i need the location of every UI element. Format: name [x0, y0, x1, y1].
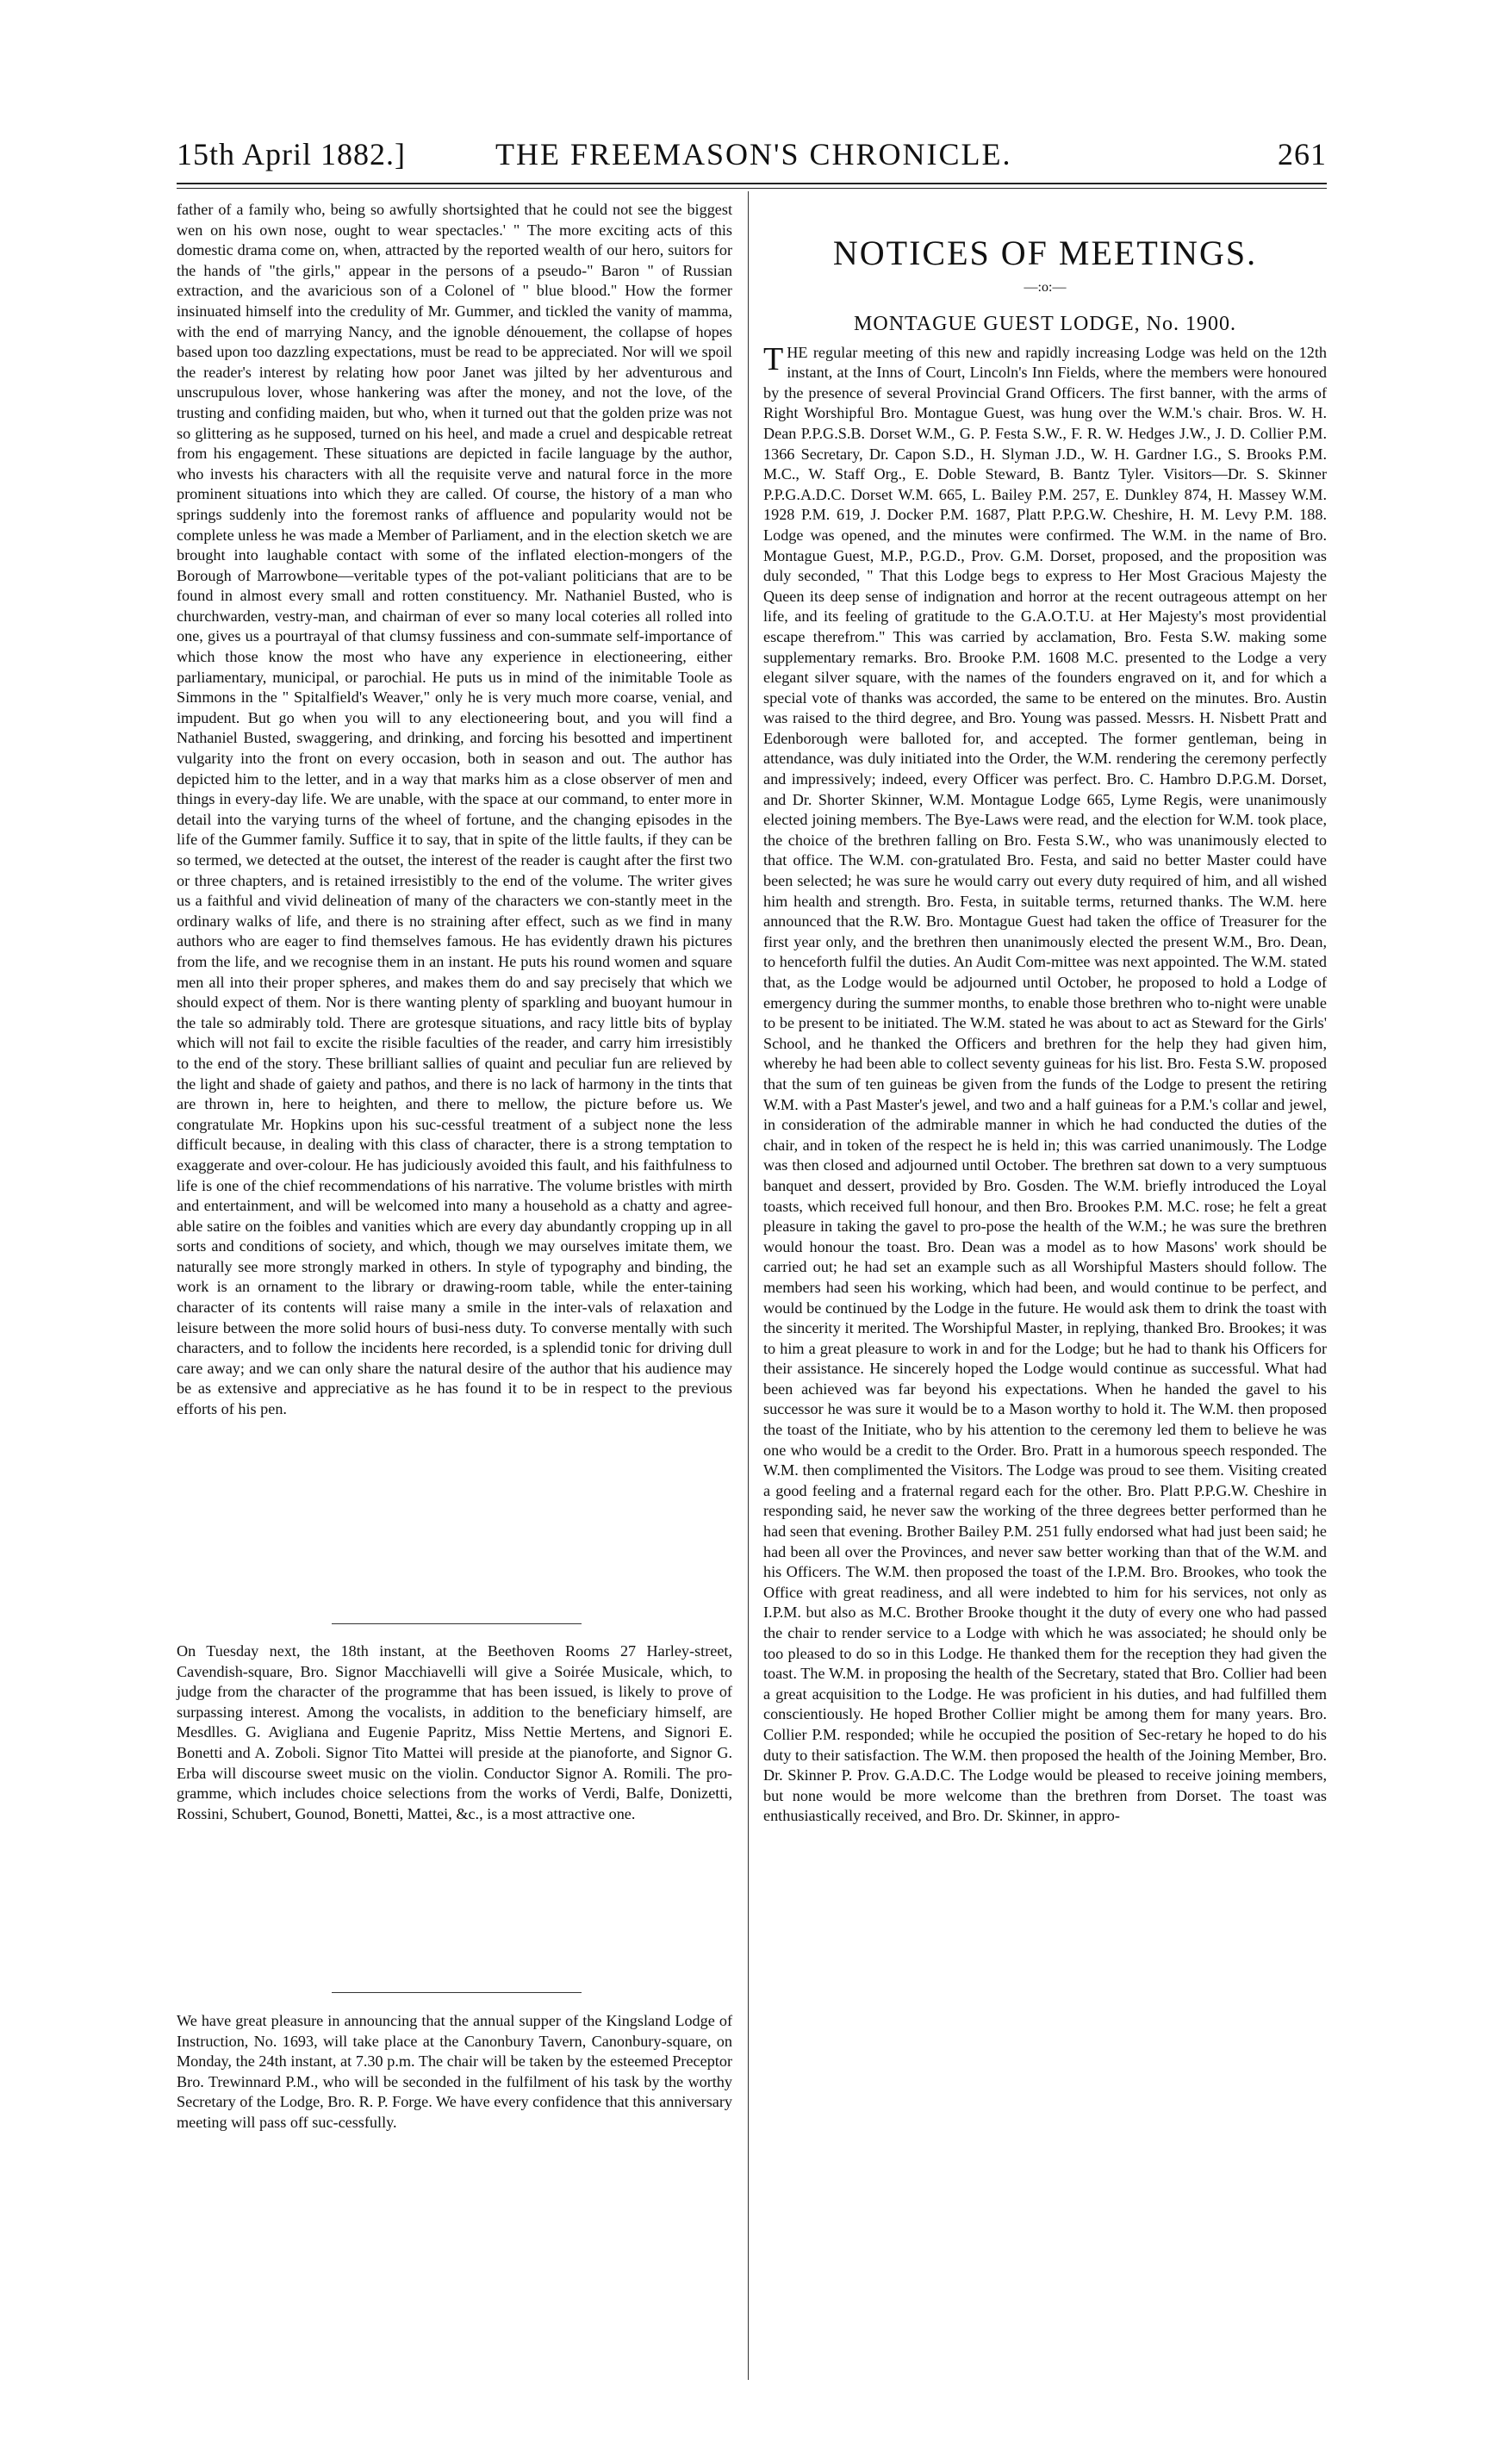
header-date: 15th April 1882.] [177, 137, 406, 171]
section-separator [332, 1992, 582, 1993]
header-title: THE FREEMASON'S CHRONICLE. [495, 137, 1012, 171]
supper-notice-text: We have great pleasure in announcing that the annual supper of the Kingsland Lodge of Instruction, No. 1693, will take place at the Canonbury Tavern, Canonbury-square, on Monday, the 24th instant, at 7.30 p.m. The chair will be taken by the esteemed Preceptor Bro. Trewinnard P.M., who will be seconded in the fulfilment of his task by the worthy Secretary of the Lodge, Bro. R. P. Forge. We have every confidence that this anniversary meeting will pass off suc-cessfully. [177, 2012, 732, 2131]
header-rule [177, 183, 1327, 184]
section-separator [332, 1623, 582, 1624]
supper-notice [177, 2011, 732, 2133]
lodge-report-text: HE regular meeting of this new and rapidly increasing Lodge was held on the 12th instant, at the Inns of Court, Lincoln's Inn Fields, where the members were honoured by the presence of several Provincial Grand Officers. The first banner, with the arms of Right Worshipful Bro. Montague Guest, was hung over the W.M.'s chair. Bros. W. H. Dean P.P.G.S.B. Dorset W.M., G. P. Festa S.W., F. R. W. Hedges J.W., J. D. Collier P.M. 1366 Secretary, Dr. Capon S.D., H. Slyman J.D., W. H. Gardner I.G., S. Brooks P.M. M.C., W. Staff Org., E. Doble Steward, B. Bantz Tyler. Visitors—Dr. S. Skinner P.P.G.A.D.C. Dorset W.M. 665, L. Bailey P.M. 257, E. Dunkley 874, H. Massey W.M. 1928 P.M. 619, J. Docker P.M. 1687, Platt P.P.G.W. Cheshire, H. M. Levy P.M. 188. Lodge was opened, and the minutes were confirmed. The W.M. in the name of Bro. Montague Guest, M.P., P.G.D., Prov. G.M. Dorset, proposed, and the proposition was duly seconded, " That this Lodge begs to express to Her Most Gracious Majesty the Queen its deep sense of indignation and horror at the recent outrageous attempt on her life, and its feeling of gratitude to the G.A.O.T.U. at Her Majesty's most providential escape therefrom." This was carried by acclamation, Bro. Festa S.W. making some supplementary remarks. Bro. Brooke P.M. 1608 M.C. presented to the Lodge a very elegant silver square, with the names of the founders engraved on it, and for which a special vote of thanks was accorded, the same to be entered on the minutes. Bro. Austin was raised to the third degree, and Bro. Young was passed. Messrs. H. Nisbett Pratt and Edenborough were balloted for, and accepted. The former gentleman, being in attendance, was duly initiated into the Order, the W.M. rendering the ceremony perfectly and impressively; indeed, every Officer was perfect. Bro. C. Hambro D.P.G.M. Dorset, and Dr. Shorter Skinner, W.M. Montague Lodge 665, Lyme Regis, were unanimously elected joining members. The Bye-Laws were read, and the election for W.M. took place, the choice of the brethren falling on Bro. Festa S.W., who was unanimously elected to that office. The W.M. con-gratulated Bro. Festa, and said no better Master could have been selected; he was sure he would carry out every duty required of him, and all wished him health and strength. Bro. Festa, in suitable terms, returned thanks. The W.M. here announced that the R.W. Bro. Montague Guest had taken the office of Treasurer for the first year only, and the brethren then unanimously elected the present W.M., Bro. Dean, to henceforth fulfil the duties. An Audit Com-mittee was next appointed. The W.M. stated that, as the Lodge would be adjourned until October, he proposed to hold a Lodge of emergency during the summer months, to enable those brethren who to-night were unable to be present to be initiated. The W.M. stated he was about to act as Steward for the Girls' School, and he thanked the Officers and brethren for the help they had given him, whereby he had been able to collect seventy guineas for his list. Bro. Festa S.W. proposed that the sum of ten guineas be given from the funds of the Lodge to present the retiring W.M. with a Past Master's jewel, and two and a half guineas for a P.M.'s collar and jewel, in consideration of the admirable manner in which he had conducted the duties of the chair, and in token of the respect he is held in; this was carried unanimously. The Lodge was then closed and adjourned until October. The brethren sat down to a very sumptuous banquet and dessert, provided by Bro. Gosden. The W.M. briefly introduced the Loyal toasts, which received full honour, and then Bro. Brookes P.M. M.C. rose; he felt a great pleasure in taking the gavel to pro-pose the health of the W.M.; he was sure the brethren would honour the toast. Bro. Dean was a model as to how Masons' work should be carried out; he had set an example such as all Worshipful Masters should follow. The members had seen his working, which had been, and would continue to be perfect, and would be continued by the Lodge in the future. He would ask them to drink the toast with the sincerity it merited. The Worshipful Master, in replying, thanked Bro. Brookes; it was to him a great pleasure to work in and for the Lodge; but he had to thank his Officers for their assistance. He sincerely hoped the Lodge would continue as successful. What had been achieved was far beyond his expectations. When he handed the gavel to his successor he was sure it would be to a Mason worthy to hold it. The W.M. then proposed the toast of the Initiate, who by his attention to the ceremony led them to believe he was one who would be a credit to the Order. Bro. Pratt in a humorous speech responded. The W.M. then complimented the Visitors. The Lodge was proud to see them. Visiting created a good feeling and a fraternal regard each for the other. Bro. Platt P.P.G.W. Cheshire in responding said, he never saw the working of the three degrees better performed than he had seen that evening. Brother Bailey P.M. 251 fully endorsed what had just been said; he had been all over the Provinces, and never saw better working than that of the W.M. and his Officers. The W.M. then proposed the toast of the I.P.M. Bro. Brookes, who took the Office with great readiness, and all were indebted to him for his services, not only as I.P.M. but also as M.C. Brother Brooke thought it the duty of every one who had passed the chair to render service to a Lodge with which he was associated; he should only be too pleased to do so in this Lodge. He thanked them for the reception they had given the toast. The W.M. in proposing the health of the Secretary, stated that Bro. Collier had been a great acquisition to the Lodge. He was proficient in his duties, and had fulfilled them conscientiously. He hoped Brother Collier might be among them for many years. Bro. Collier P.M. responded; while he occupied the position of Sec-retary he hoped to do his duty to their satisfaction. The W.M. then proposed the health of the Joining Member, Bro. Dr. Skinner P. Prov. G.A.D.C. The Lodge would be pleased to receive joining members, but none would be more welcome than the brethren from Dorset. The toast was enthusiastically received, and Bro. Dr. Skinner, in appro- [763, 343, 1327, 1825]
meetings-column [763, 200, 1327, 1827]
book-review-column [177, 200, 732, 1420]
soiree-notice [177, 1641, 732, 1824]
soiree-notice-text: On Tuesday next, the 18th instant, at the Beethoven Rooms 27 Harley-street, Cavendish-square, Bro. Signor Macchiavelli will give a Soirée Musicale, which, to judge from the character of the programme that has been issued, is likely to prove of surpassing interest. Among the vocalists, in addition to the beneficiary himself, are Mesdlles. G. Avigliana and Eugenie Papritz, Miss Nettie Mertens, and Signori E. Bonetti and A. Zoboli. Signor Tito Mattei will preside at the pianoforte, and Signor G. Erba will discourse sweet music on the violin. Conductor Signor A. Romili. The pro-gramme, which includes choice selections from the works of Verdi, Balfe, Donizetti, Rossini, Schubert, Gounod, Bonetti, Mattei, &c., is a most attractive one. [177, 1642, 732, 1822]
title-ornament: —:o:— [1024, 280, 1067, 295]
column-divider [748, 191, 749, 2380]
header-page-number: 261 [1278, 137, 1327, 171]
section-title: NOTICES OF MEETINGS. [832, 234, 1258, 272]
header-rule-thin [177, 188, 1327, 189]
page-header [177, 136, 1327, 178]
lodge-title: MONTAGUE GUEST LODGE, No. 1900. [854, 312, 1236, 335]
drop-cap: T [763, 340, 784, 377]
review-text: father of a family who, being so awfully shortsighted that he could not see the biggest wen on his own nose, ought to wear spectacles.' " The more exciting acts of this domestic drama come on, when, attracted by the reported wealth of our hero, suitors for the hands of "the girls," appear in the persons of a pseudo-" Baron " of Russian extraction, and the avaricious son of a Colonel of " blue blood." How the former insinuated himself into the credulity of Mr. Gummer, and tickled the vanity of mamma, with the end of marrying Nancy, and the ignoble dénouement, the collapse of hopes based upon too dazzling expectations, must be read to be appreciated. Nor will we spoil the reader's interest by relating how poor Janet was jilted by her adventurous and unscrupulous lover, whose hankering was after the money, and not the love, of the trusting and confiding maiden, but who, when it turned out that the golden prize was not so glittering as he supposed, turned on his heel, and made a cruel and despicable retreat from his engagement. These situations are depicted in facile language by the author, who invests his characters with all the requisite verve and natural force in the more prominent situations into which they are called. Of course, the history of a man who springs suddenly into the foremost ranks of affluence and popularity would not be complete unless he was made a Member of Parliament, and in the election sketch we are brought into laughable contact with some of the inflated election-mongers of the Borough of Marrowbone—veritable types of the pot-valiant politicians that are to be found in almost every small and rotten constituency. Mr. Nathaniel Busted, who is churchwarden, vestry-man, and chairman of ever so many local coteries all rolled into one, gives us a pourtrayal of that clumsy fussiness and con-summate self-importance of which those know the most who have any experience in electioneering, either parliamentary, municipal, or parochial. He puts us in mind of the inimitable Toole as Simmons in the " Spitalfield's Weaver," only he is very much more coarse, venial, and impudent. But go when you will to any electioneering bout, and you will find a Nathaniel Busted, swaggering, and drinking, and forcing his besotted and impertinent vulgarity into the front on every occasion, both in season and out. The author has depicted him to the letter, and in a way that marks him as a close observer of men and things in every-day life. We are unable, with the space at our command, to enter more in detail into the varying turns of the wheel of fortune, and the changing episodes in the life of the Gummer family. Suffice it to say, that in spite of the little faults, if they can be so termed, we detected at the outset, the interest of the reader is caught after the first two or three chapters, and is retained irresistibly to the end of the volume. The writer gives us a faithful and vivid delineation of many of the characters we con-stantly meet in the ordinary walks of life, and there is no straining after effect, such as we find in many authors who are eager to find themselves famous. He has evidently drawn his pictures from the life, and we recognise them in an instant. He puts his round women and square men all into their proper spheres, and makes them do and say precisely that which we should expect of them. Nor is there wanting plenty of sparkling and buoyant humour in the tale so admirably told. There are grotesque situations, and racy little bits of byplay which will not fail to excite the risible faculties of the reader, and carry him irresistibly to the end of the story. These brilliant sallies of quaint and peculiar fun are relieved by the light and shade of gaiety and pathos, and there is no lack of harmony in the tints that are thrown in, here to heighten, and there to mellow, the picture before us. We congratulate Mr. Hopkins upon his suc-cessful treatment of a subject none the less difficult because, in dealing with this class of character, there is a strong temptation to exaggerate and over-colour. He has judiciously avoided this fault, and his faithfulness to life is one of the chief recommendations of his narrative. The volume bristles with mirth and entertainment, and will be welcomed into many a household as a chatty and agree-able satire on the foibles and vanities which are every day abundantly cropping up in all sorts and conditions of society, and which, though we may ourselves imitate them, we naturally see more strongly marked in others. In style of typography and binding, the work is an ornament to the library or drawing-room table, while the enter-taining character of its contents will raise many a smile in the inter-vals of relaxation and leisure between the more solid hours of busi-ness duty. To converse mentally with such characters, and to follow the incidents here recorded, is a splendid tonic for driving dull care away; and we can only share the natural desire of the author that his audience may be as extensive and appreciative as he has found it to be in respect to the previous efforts of his pen. [177, 201, 732, 1418]
lodge-report [763, 340, 1327, 1827]
